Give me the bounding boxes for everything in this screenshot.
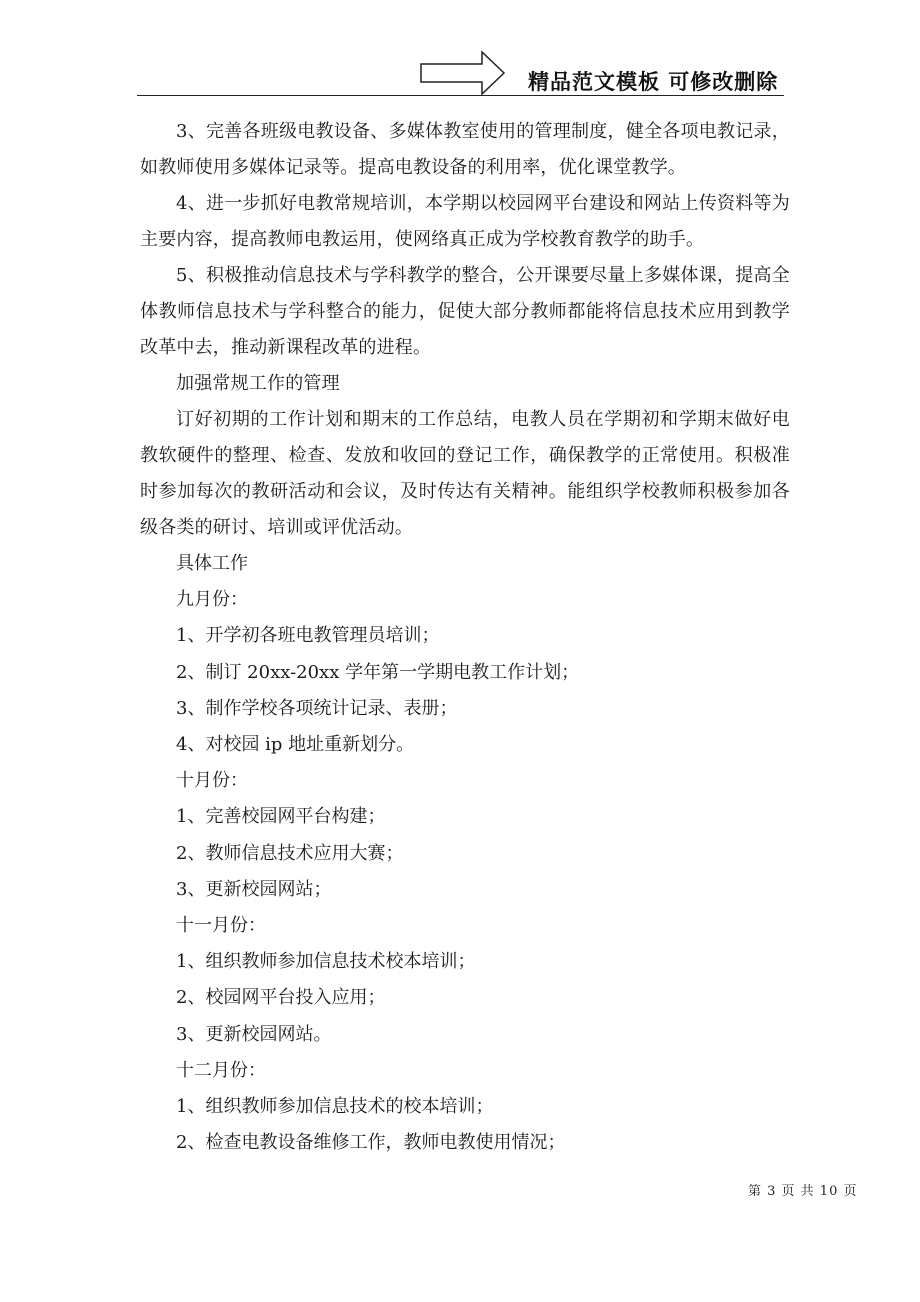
month-label: 九月份：: [176, 589, 248, 611]
document-body: [140, 114, 790, 1161]
list-item: 3、制作学校各项统计记录、表册；: [176, 697, 458, 719]
list-item: 4、对校园 ip 地址重新划分。: [176, 734, 415, 756]
paragraph-item-4: 4、进一步抓好电教常规培训，本学期以校园网平台建设和网站上传资料等为主要内容，提高教师电教运用，使网络真正成为学校教育教学的助手。: [140, 193, 790, 250]
month-label: 十二月份：: [176, 1059, 266, 1081]
list-item: 1、组织教师参加信息技术的校本培训；: [176, 1096, 494, 1118]
section-heading: 加强常规工作的管理: [176, 373, 340, 394]
paragraph-item-5: 5、积极推动信息技术与学科教学的整合，公开课要尽量上多媒体课，提高全体教师信息技术与学科整合的能力，促使大部分教师都能将信息技术应用到教学改革中去，推动新课程改革的进程。: [140, 265, 790, 358]
list-item: 2、教师信息技术应用大赛；: [176, 842, 404, 864]
list-item: 2、制订 20xx-20xx 学年第一学期电教工作计划；: [176, 661, 580, 683]
month-label: 十一月份：: [176, 915, 266, 937]
list-item: 2、检查电教设备维修工作，教师电教使用情况；: [176, 1132, 566, 1154]
header-divider: [137, 95, 784, 96]
page-header: [0, 0, 920, 100]
list-item: 1、完善校园网平台构建；: [176, 806, 386, 828]
list-item: 3、更新校园网站。: [176, 1023, 332, 1045]
page-number: 第 3 页 共 10 页: [748, 1184, 858, 1199]
list-item: 1、组织教师参加信息技术校本培训；: [176, 951, 476, 973]
paragraph-routine: 订好初期的工作计划和期末的工作总结，电教人员在学期初和学期末做好电教软硬件的整理、检查、发放和收回的登记工作，确保教学的正常使用。积极准时参加每次的教研活动和会议，及时传达有关精神。能组织学校教师积极参加各级各类的研讨、培训或评优活动。: [140, 409, 790, 538]
list-item: 3、更新校园网站；: [176, 878, 332, 900]
list-item: 2、校园网平台投入应用；: [176, 987, 386, 1009]
paragraph-item-3: 3、完善各班级电教设备、多媒体教室使用的管理制度，健全各项电教记录，如教师使用多媒体记录等。提高电教设备的利用率，优化课堂教学。: [140, 121, 790, 178]
list-item: 1、开学初各班电教管理员培训；: [176, 625, 440, 647]
arrow-icon: [420, 50, 506, 96]
header-title: 精品范文模板 可修改删除: [528, 70, 779, 94]
month-label: 十月份：: [176, 770, 248, 792]
schedule-heading: 具体工作: [176, 553, 248, 574]
